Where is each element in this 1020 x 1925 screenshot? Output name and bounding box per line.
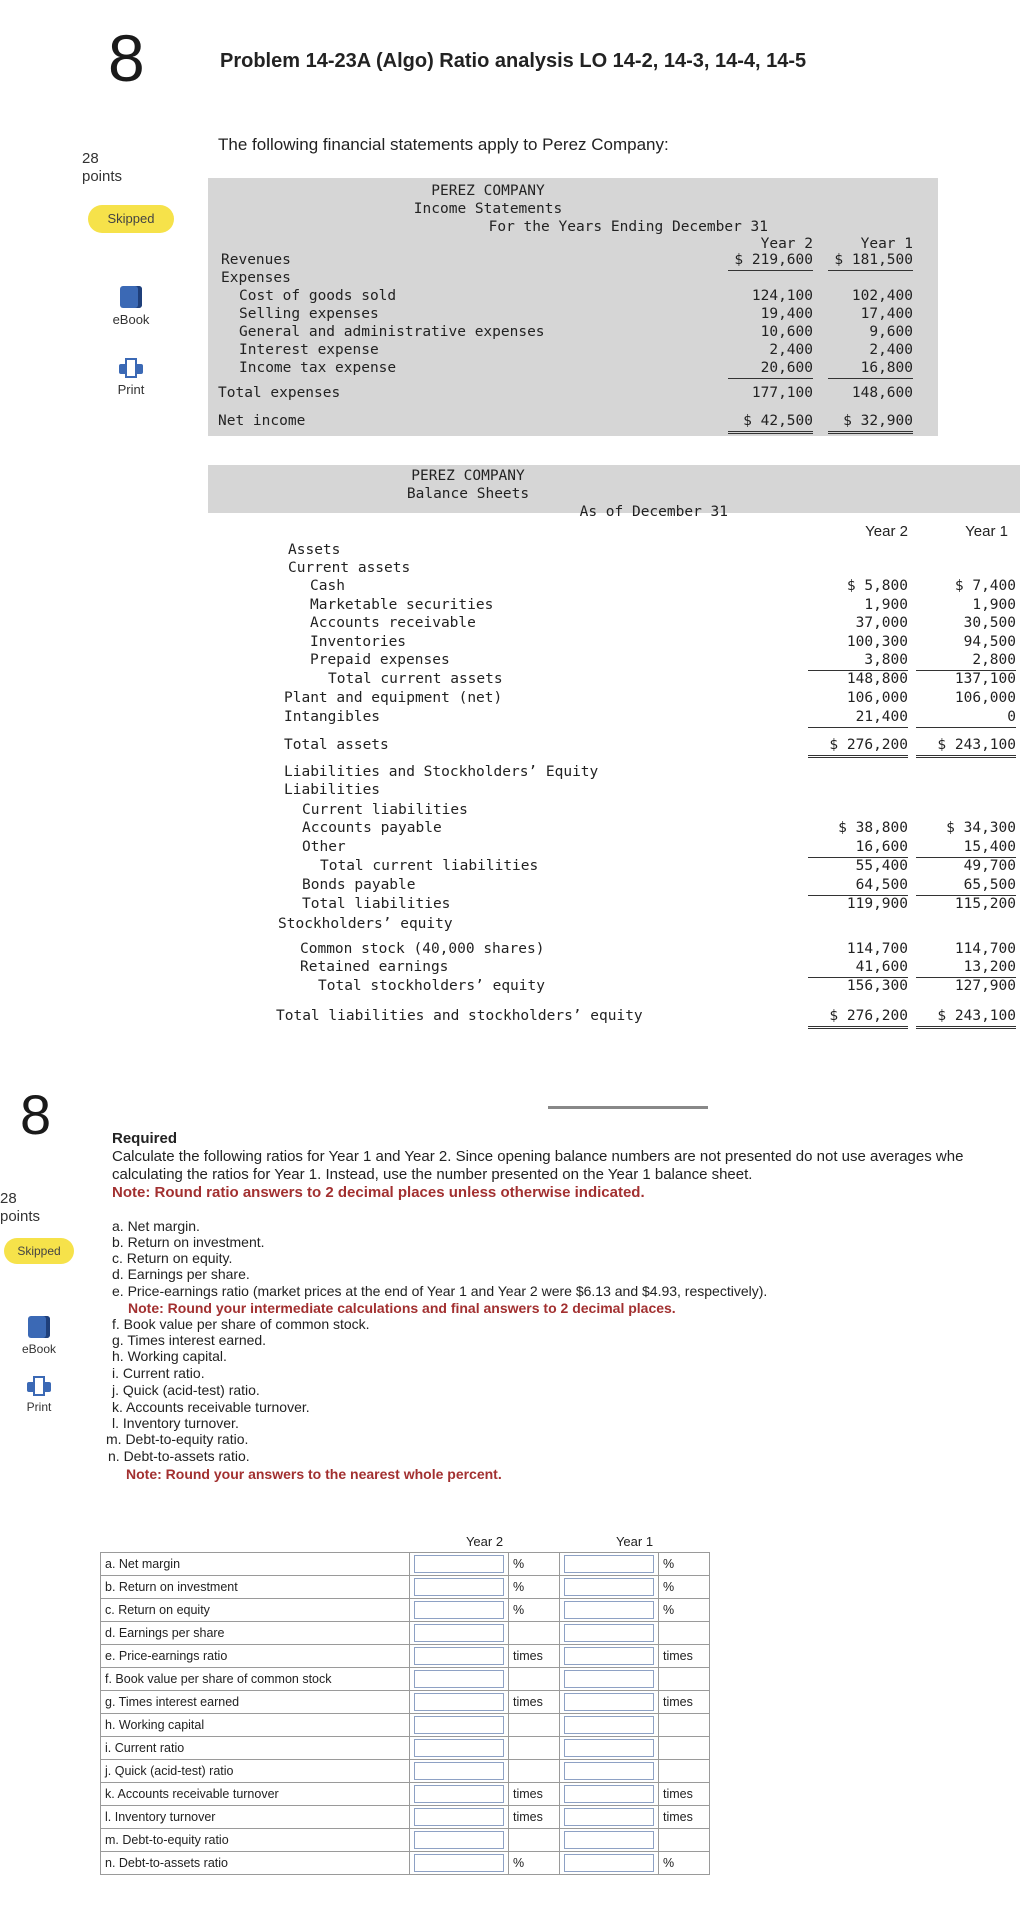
- income-statement-content: [208, 178, 938, 436]
- answer-row-label: l. Inventory turnover: [101, 1806, 410, 1829]
- answer-row-label: c. Return on equity: [101, 1599, 410, 1622]
- answer-row: [101, 1852, 710, 1875]
- bs-row-label: Prepaid expenses: [310, 652, 450, 668]
- is-row-year1: 102,400: [851, 288, 913, 304]
- answer-row: [101, 1714, 710, 1737]
- bs-row-year1: $ 7,400: [954, 578, 1016, 594]
- is-row-year2: 2,400: [769, 342, 813, 358]
- answer-cell-year1: [560, 1829, 659, 1852]
- answer-unit-year2: times: [509, 1645, 560, 1668]
- answer-input-year2[interactable]: [414, 1739, 504, 1757]
- is-row-year2: 10,600: [760, 324, 813, 340]
- is-company: PEREZ COMPANY: [431, 183, 545, 199]
- bs-row-year2: 156,300: [846, 978, 908, 994]
- bs-col-year2: Year 2: [865, 523, 908, 540]
- bs-row-year1: 115,200: [954, 896, 1016, 912]
- answer-cell-year2: [410, 1668, 509, 1691]
- answer-cell-year2: [410, 1783, 509, 1806]
- bs-row-year1: 65,500: [916, 876, 1016, 896]
- answer-cell-year2: [410, 1553, 509, 1576]
- answer-input-year1[interactable]: [564, 1831, 654, 1849]
- answer-row-label: k. Accounts receivable turnover: [101, 1783, 410, 1806]
- balance-sheet: [188, 465, 1020, 1035]
- bs-row-label: Stockholders’ equity: [278, 916, 453, 932]
- answer-cell-year2: [410, 1737, 509, 1760]
- is-row-label: Total expenses: [218, 385, 341, 401]
- is-col-year1: Year 1: [860, 236, 913, 252]
- required-instructions-2: calculating the ratios for Year 1. Instead, use the number presented on the Year 1 balance sheet.: [112, 1166, 753, 1183]
- ratio-list-item: e. Price-earnings ratio (market prices at the end of Year 1 and Year 2 were $6.13 and $4.93, respectively).: [112, 1283, 768, 1299]
- bs-row-year1: 13,200: [916, 958, 1016, 978]
- ebook-link[interactable]: [94, 286, 168, 327]
- answer-input-year2[interactable]: [414, 1601, 504, 1619]
- bs-row-year2: 64,500: [808, 876, 908, 896]
- answer-row: [101, 1760, 710, 1783]
- bs-row-year2: $ 276,200: [808, 736, 908, 758]
- is-row-label: Interest expense: [239, 342, 379, 358]
- bs-row-year2: 148,800: [846, 671, 908, 687]
- answer-unit-year1: [659, 1668, 710, 1691]
- is-col-year2: Year 2: [760, 236, 813, 252]
- required-instructions: Calculate the following ratios for Year 1 and Year 2. Since opening balance numbers are not presented do not use averages whe: [112, 1148, 964, 1165]
- answer-unit-year1: %: [659, 1852, 710, 1875]
- answer-input-year2[interactable]: [414, 1670, 504, 1688]
- ratio-list-item: b. Return on investment.: [112, 1234, 265, 1250]
- answer-unit-year2: [509, 1829, 560, 1852]
- bs-row-year2: 55,400: [855, 858, 908, 874]
- is-row-year2: $ 219,600: [728, 251, 813, 271]
- bs-row-label: Cash: [310, 578, 345, 594]
- ratio-list-item: c. Return on equity.: [112, 1250, 233, 1266]
- bs-row-year2: 41,600: [808, 958, 908, 978]
- bs-row-label: Liabilities and Stockholders’ Equity: [284, 764, 599, 780]
- answer-unit-year2: [509, 1622, 560, 1645]
- bs-row-year2: 16,600: [808, 838, 908, 858]
- is-row-label: Revenues: [221, 252, 291, 268]
- answer-unit-year2: times: [509, 1691, 560, 1714]
- bs-row-label: Total assets: [284, 737, 389, 753]
- answer-unit-year1: [659, 1622, 710, 1645]
- answer-cell-year1: [560, 1599, 659, 1622]
- ratio-list-item: j. Quick (acid-test) ratio.: [112, 1382, 260, 1398]
- bs-row-label: Accounts receivable: [310, 615, 476, 631]
- answer-unit-year1: [659, 1829, 710, 1852]
- ratio-list-item: k. Accounts receivable turnover.: [112, 1399, 310, 1415]
- bs-row-label: Other: [302, 839, 346, 855]
- answer-row-label: n. Debt-to-assets ratio: [101, 1852, 410, 1875]
- bs-row-year1: 94,500: [963, 634, 1016, 650]
- bs-row-year2: 106,000: [846, 690, 908, 706]
- bs-period: As of December 31: [579, 504, 728, 520]
- intro-text: The following financial statements apply to Perez Company:: [218, 135, 669, 154]
- bs-row-year1: 137,100: [954, 671, 1016, 687]
- is-row-label: Cost of goods sold: [239, 288, 397, 304]
- bs-row-year1: 49,700: [963, 858, 1016, 874]
- answer-cell-year2: [410, 1691, 509, 1714]
- bs-row-year2: 37,000: [855, 615, 908, 631]
- ratio-list-item: Note: Round your answers to the nearest whole percent.: [126, 1466, 502, 1482]
- bs-col-year1: Year 1: [965, 523, 1008, 540]
- bs-row-label: Total current liabilities: [320, 858, 539, 874]
- answer-cell-year1: [560, 1645, 659, 1668]
- bs-row-label: Common stock (40,000 shares): [300, 941, 545, 957]
- top-screenshot: [68, 0, 1020, 1040]
- problem-title: Problem 14-23A (Algo) Ratio analysis LO 14-2, 14-3, 14-4, 14-5: [220, 50, 807, 72]
- required-block: [112, 1130, 1020, 1202]
- points-value: 28: [82, 150, 99, 167]
- points-value-2: 28: [0, 1190, 17, 1207]
- answer-input-year1[interactable]: [564, 1716, 654, 1734]
- answer-unit-year2: %: [509, 1852, 560, 1875]
- bs-row-label: Liabilities: [284, 782, 381, 798]
- is-row-year1: $ 181,500: [828, 251, 913, 271]
- is-row-year1: 148,600: [851, 385, 913, 401]
- bs-row-year2: 100,300: [846, 634, 908, 650]
- answer-input-year1[interactable]: [564, 1647, 654, 1665]
- answer-input-year1[interactable]: [564, 1808, 654, 1826]
- ratio-list-item: g. Times interest earned.: [112, 1332, 267, 1348]
- answer-input-year2[interactable]: [414, 1555, 504, 1573]
- skipped-badge: Skipped: [88, 205, 174, 233]
- answer-cell-year2: [410, 1852, 509, 1875]
- print-link[interactable]: [94, 358, 168, 397]
- bs-row-label: Assets: [288, 542, 341, 558]
- answer-unit-year1: [659, 1714, 710, 1737]
- answer-input-year2[interactable]: [414, 1762, 504, 1780]
- points-box: [82, 150, 122, 186]
- print-label-2: Print: [26, 1400, 52, 1414]
- bs-row-year2: 21,400: [808, 708, 908, 728]
- answer-row-label: e. Price-earnings ratio: [101, 1645, 410, 1668]
- bs-row-label: Total liabilities and stockholders’ equity: [276, 1008, 643, 1024]
- answer-row-label: i. Current ratio: [101, 1737, 410, 1760]
- answer-unit-year2: times: [509, 1806, 560, 1829]
- rounding-note: Note: Round ratio answers to 2 decimal places unless otherwise indicated.: [112, 1184, 645, 1201]
- ratio-list-item: Note: Round your intermediate calculations and final answers to 2 decimal places.: [128, 1300, 676, 1316]
- ratio-list-item: a. Net margin.: [112, 1218, 200, 1234]
- bs-row-year1: 2,800: [916, 651, 1016, 671]
- answer-row: [101, 1691, 710, 1714]
- answer-input-year1[interactable]: [564, 1854, 654, 1872]
- answer-row: [101, 1576, 710, 1599]
- answer-cell-year1: [560, 1852, 659, 1875]
- bs-row-label: Total current assets: [328, 671, 503, 687]
- answer-row: [101, 1829, 710, 1852]
- points-label: points: [82, 168, 123, 185]
- answer-cell-year2: [410, 1645, 509, 1668]
- answer-cell-year1: [560, 1806, 659, 1829]
- skipped-badge-2: Skipped: [4, 1238, 74, 1264]
- answer-unit-year2: [509, 1760, 560, 1783]
- answer-cell-year1: [560, 1622, 659, 1645]
- book-icon: [120, 286, 142, 308]
- answer-unit-year1: %: [659, 1576, 710, 1599]
- answer-unit-year1: [659, 1737, 710, 1760]
- answer-cell-year1: [560, 1668, 659, 1691]
- ratio-list-item: h. Working capital.: [112, 1348, 227, 1364]
- ratio-list-item: f. Book value per share of common stock.: [112, 1316, 370, 1332]
- is-row-label: Income tax expense: [239, 360, 397, 376]
- answer-input-year2[interactable]: [414, 1716, 504, 1734]
- bs-row-year2: $ 276,200: [808, 1007, 908, 1029]
- ebook-link-2[interactable]: [4, 1316, 74, 1356]
- answer-unit-year2: [509, 1668, 560, 1691]
- bs-row-label: Plant and equipment (net): [284, 690, 503, 706]
- answer-cell-year1: [560, 1714, 659, 1737]
- bs-row-year2: 114,700: [846, 941, 908, 957]
- book-icon-2: [28, 1316, 50, 1338]
- is-row-year2: 124,100: [751, 288, 813, 304]
- printer-icon-2: [27, 1376, 51, 1396]
- answer-unit-year2: [509, 1737, 560, 1760]
- bs-row-label: Accounts payable: [302, 820, 442, 836]
- answer-row-label: b. Return on investment: [101, 1576, 410, 1599]
- answer-cell-year2: [410, 1829, 509, 1852]
- answer-input-year2[interactable]: [414, 1624, 504, 1642]
- bs-row-year1: $ 243,100: [916, 736, 1016, 758]
- bs-company: PEREZ COMPANY: [411, 468, 525, 484]
- answer-row: [101, 1553, 710, 1576]
- answer-row-label: f. Book value per share of common stock: [101, 1668, 410, 1691]
- ratio-list-item: n. Debt-to-assets ratio.: [108, 1448, 250, 1464]
- answer-input-year1[interactable]: [564, 1601, 654, 1619]
- required-heading: Required: [112, 1130, 178, 1147]
- bs-row-year1: 127,900: [954, 978, 1016, 994]
- bs-row-label: Intangibles: [284, 709, 381, 725]
- header-year2: Year 2: [465, 1533, 504, 1549]
- is-row-year1: 16,800: [828, 359, 913, 379]
- answer-cell-year2: [410, 1599, 509, 1622]
- answer-unit-year1: times: [659, 1783, 710, 1806]
- answer-input-year1[interactable]: [564, 1693, 654, 1711]
- answer-row: [101, 1737, 710, 1760]
- bs-row-label: Retained earnings: [300, 959, 449, 975]
- is-row-year1: 9,600: [869, 324, 913, 340]
- bs-row-year1: 30,500: [963, 615, 1016, 631]
- is-row-year2: 19,400: [760, 306, 813, 322]
- answer-unit-year1: %: [659, 1553, 710, 1576]
- answer-input-year2[interactable]: [414, 1693, 504, 1711]
- is-row-label: General and administrative expenses: [239, 324, 545, 340]
- answer-cell-year1: [560, 1737, 659, 1760]
- answer-unit-year1: times: [659, 1691, 710, 1714]
- answer-cell-year1: [560, 1783, 659, 1806]
- answer-table: [100, 1530, 710, 1875]
- is-row-year2: $ 42,500: [728, 412, 813, 434]
- answer-row-label: h. Working capital: [101, 1714, 410, 1737]
- print-label: Print: [117, 382, 145, 397]
- answer-unit-year2: times: [509, 1783, 560, 1806]
- bs-row-year1: $ 34,300: [946, 820, 1016, 836]
- is-row-label: Expenses: [221, 270, 291, 286]
- points-box-2: [0, 1190, 40, 1226]
- answer-unit-year1: [659, 1760, 710, 1783]
- ebook-label: eBook: [112, 312, 150, 327]
- answer-input-year2[interactable]: [414, 1785, 504, 1803]
- answer-unit-year2: [509, 1714, 560, 1737]
- answer-unit-year1: %: [659, 1599, 710, 1622]
- divider: [548, 1106, 708, 1109]
- bs-row-year2: 3,800: [808, 651, 908, 671]
- bs-row-year1: 106,000: [954, 690, 1016, 706]
- answer-row: [101, 1806, 710, 1829]
- answer-input-year2[interactable]: [414, 1808, 504, 1826]
- bs-row-label: Marketable securities: [310, 597, 494, 613]
- header-blank: [101, 1530, 410, 1553]
- answer-row: [101, 1668, 710, 1691]
- bs-row-label: Total stockholders’ equity: [318, 978, 545, 994]
- bs-row-label: Current liabilities: [302, 802, 468, 818]
- is-row-label: Selling expenses: [239, 306, 379, 322]
- answer-cell-year2: [410, 1622, 509, 1645]
- answer-unit-year2: %: [509, 1576, 560, 1599]
- is-period: For the Years Ending December 31: [488, 219, 768, 235]
- ratio-list-item: m. Debt-to-equity ratio.: [106, 1431, 249, 1447]
- bs-row-year1: 1,900: [972, 597, 1016, 613]
- bs-name: Balance Sheets: [406, 486, 530, 502]
- bs-row-label: Current assets: [288, 560, 411, 576]
- answer-input-year2[interactable]: [414, 1578, 504, 1596]
- bs-row-label: Bonds payable: [302, 877, 416, 893]
- answer-cell-year1: [560, 1691, 659, 1714]
- answer-table-header: [101, 1530, 710, 1553]
- ebook-label-2: eBook: [21, 1342, 57, 1356]
- answer-input-year1[interactable]: [564, 1555, 654, 1573]
- is-row-year1: 17,400: [860, 306, 913, 322]
- is-row-year2: 177,100: [751, 385, 813, 401]
- is-row-label: Net income: [218, 413, 306, 429]
- is-row-year1: 2,400: [869, 342, 913, 358]
- ratio-list-item: l. Inventory turnover.: [112, 1415, 239, 1431]
- answer-input-year2[interactable]: [414, 1854, 504, 1872]
- answer-input-year1[interactable]: [564, 1785, 654, 1803]
- answer-input-year1[interactable]: [564, 1739, 654, 1757]
- bs-row-year2: $ 38,800: [838, 820, 908, 836]
- question-number: 8: [108, 21, 145, 95]
- answer-cell-year1: [560, 1760, 659, 1783]
- answer-cell-year2: [410, 1806, 509, 1829]
- answer-row-label: j. Quick (acid-test) ratio: [101, 1760, 410, 1783]
- bs-row-year2: $ 5,800: [846, 578, 908, 594]
- answer-row-label: d. Earnings per share: [101, 1622, 410, 1645]
- answer-unit-year2: %: [509, 1553, 560, 1576]
- is-row-year1: $ 32,900: [828, 412, 913, 434]
- is-name: Income Statements: [413, 201, 563, 217]
- bs-row-year1: 15,400: [916, 838, 1016, 858]
- bs-row-label: Total liabilities: [302, 896, 451, 912]
- answer-input-year1[interactable]: [564, 1624, 654, 1642]
- answer-cell-year2: [410, 1714, 509, 1737]
- answer-cell-year1: [560, 1553, 659, 1576]
- answer-input-year1[interactable]: [564, 1578, 654, 1596]
- bs-row-year1: 0: [916, 708, 1016, 728]
- answer-row: [101, 1599, 710, 1622]
- bs-row-year2: 1,900: [864, 597, 908, 613]
- is-row-year2: 20,600: [728, 359, 813, 379]
- ratio-list-item: i. Current ratio.: [112, 1365, 205, 1381]
- answer-row-label: a. Net margin: [101, 1553, 410, 1576]
- answer-row-label: g. Times interest earned: [101, 1691, 410, 1714]
- bottom-screenshot: [0, 1040, 1020, 1925]
- header-year1: Year 1: [615, 1533, 654, 1549]
- answer-cell-year2: [410, 1760, 509, 1783]
- answer-cell-year1: [560, 1576, 659, 1599]
- printer-icon: [119, 358, 143, 378]
- bs-row-year2: 119,900: [846, 896, 908, 912]
- bs-row-year1: $ 243,100: [916, 1007, 1016, 1029]
- print-link-2[interactable]: [4, 1376, 74, 1414]
- bs-row-label: Inventories: [310, 634, 407, 650]
- answer-unit-year1: times: [659, 1806, 710, 1829]
- answer-row: [101, 1622, 710, 1645]
- bs-row-year1: 114,700: [954, 941, 1016, 957]
- answer-unit-year1: times: [659, 1645, 710, 1668]
- question-number-2: 8: [20, 1083, 52, 1146]
- answer-input-year1[interactable]: [564, 1762, 654, 1780]
- ratio-list-item: d. Earnings per share.: [112, 1266, 250, 1282]
- answer-input-year2[interactable]: [414, 1647, 504, 1665]
- answer-row-label: m. Debt-to-equity ratio: [101, 1829, 410, 1852]
- answer-cell-year2: [410, 1576, 509, 1599]
- answer-unit-year2: %: [509, 1599, 560, 1622]
- answer-input-year2[interactable]: [414, 1831, 504, 1849]
- answer-row: [101, 1783, 710, 1806]
- points-label-2: points: [0, 1208, 41, 1225]
- answer-input-year1[interactable]: [564, 1670, 654, 1688]
- answer-row: [101, 1645, 710, 1668]
